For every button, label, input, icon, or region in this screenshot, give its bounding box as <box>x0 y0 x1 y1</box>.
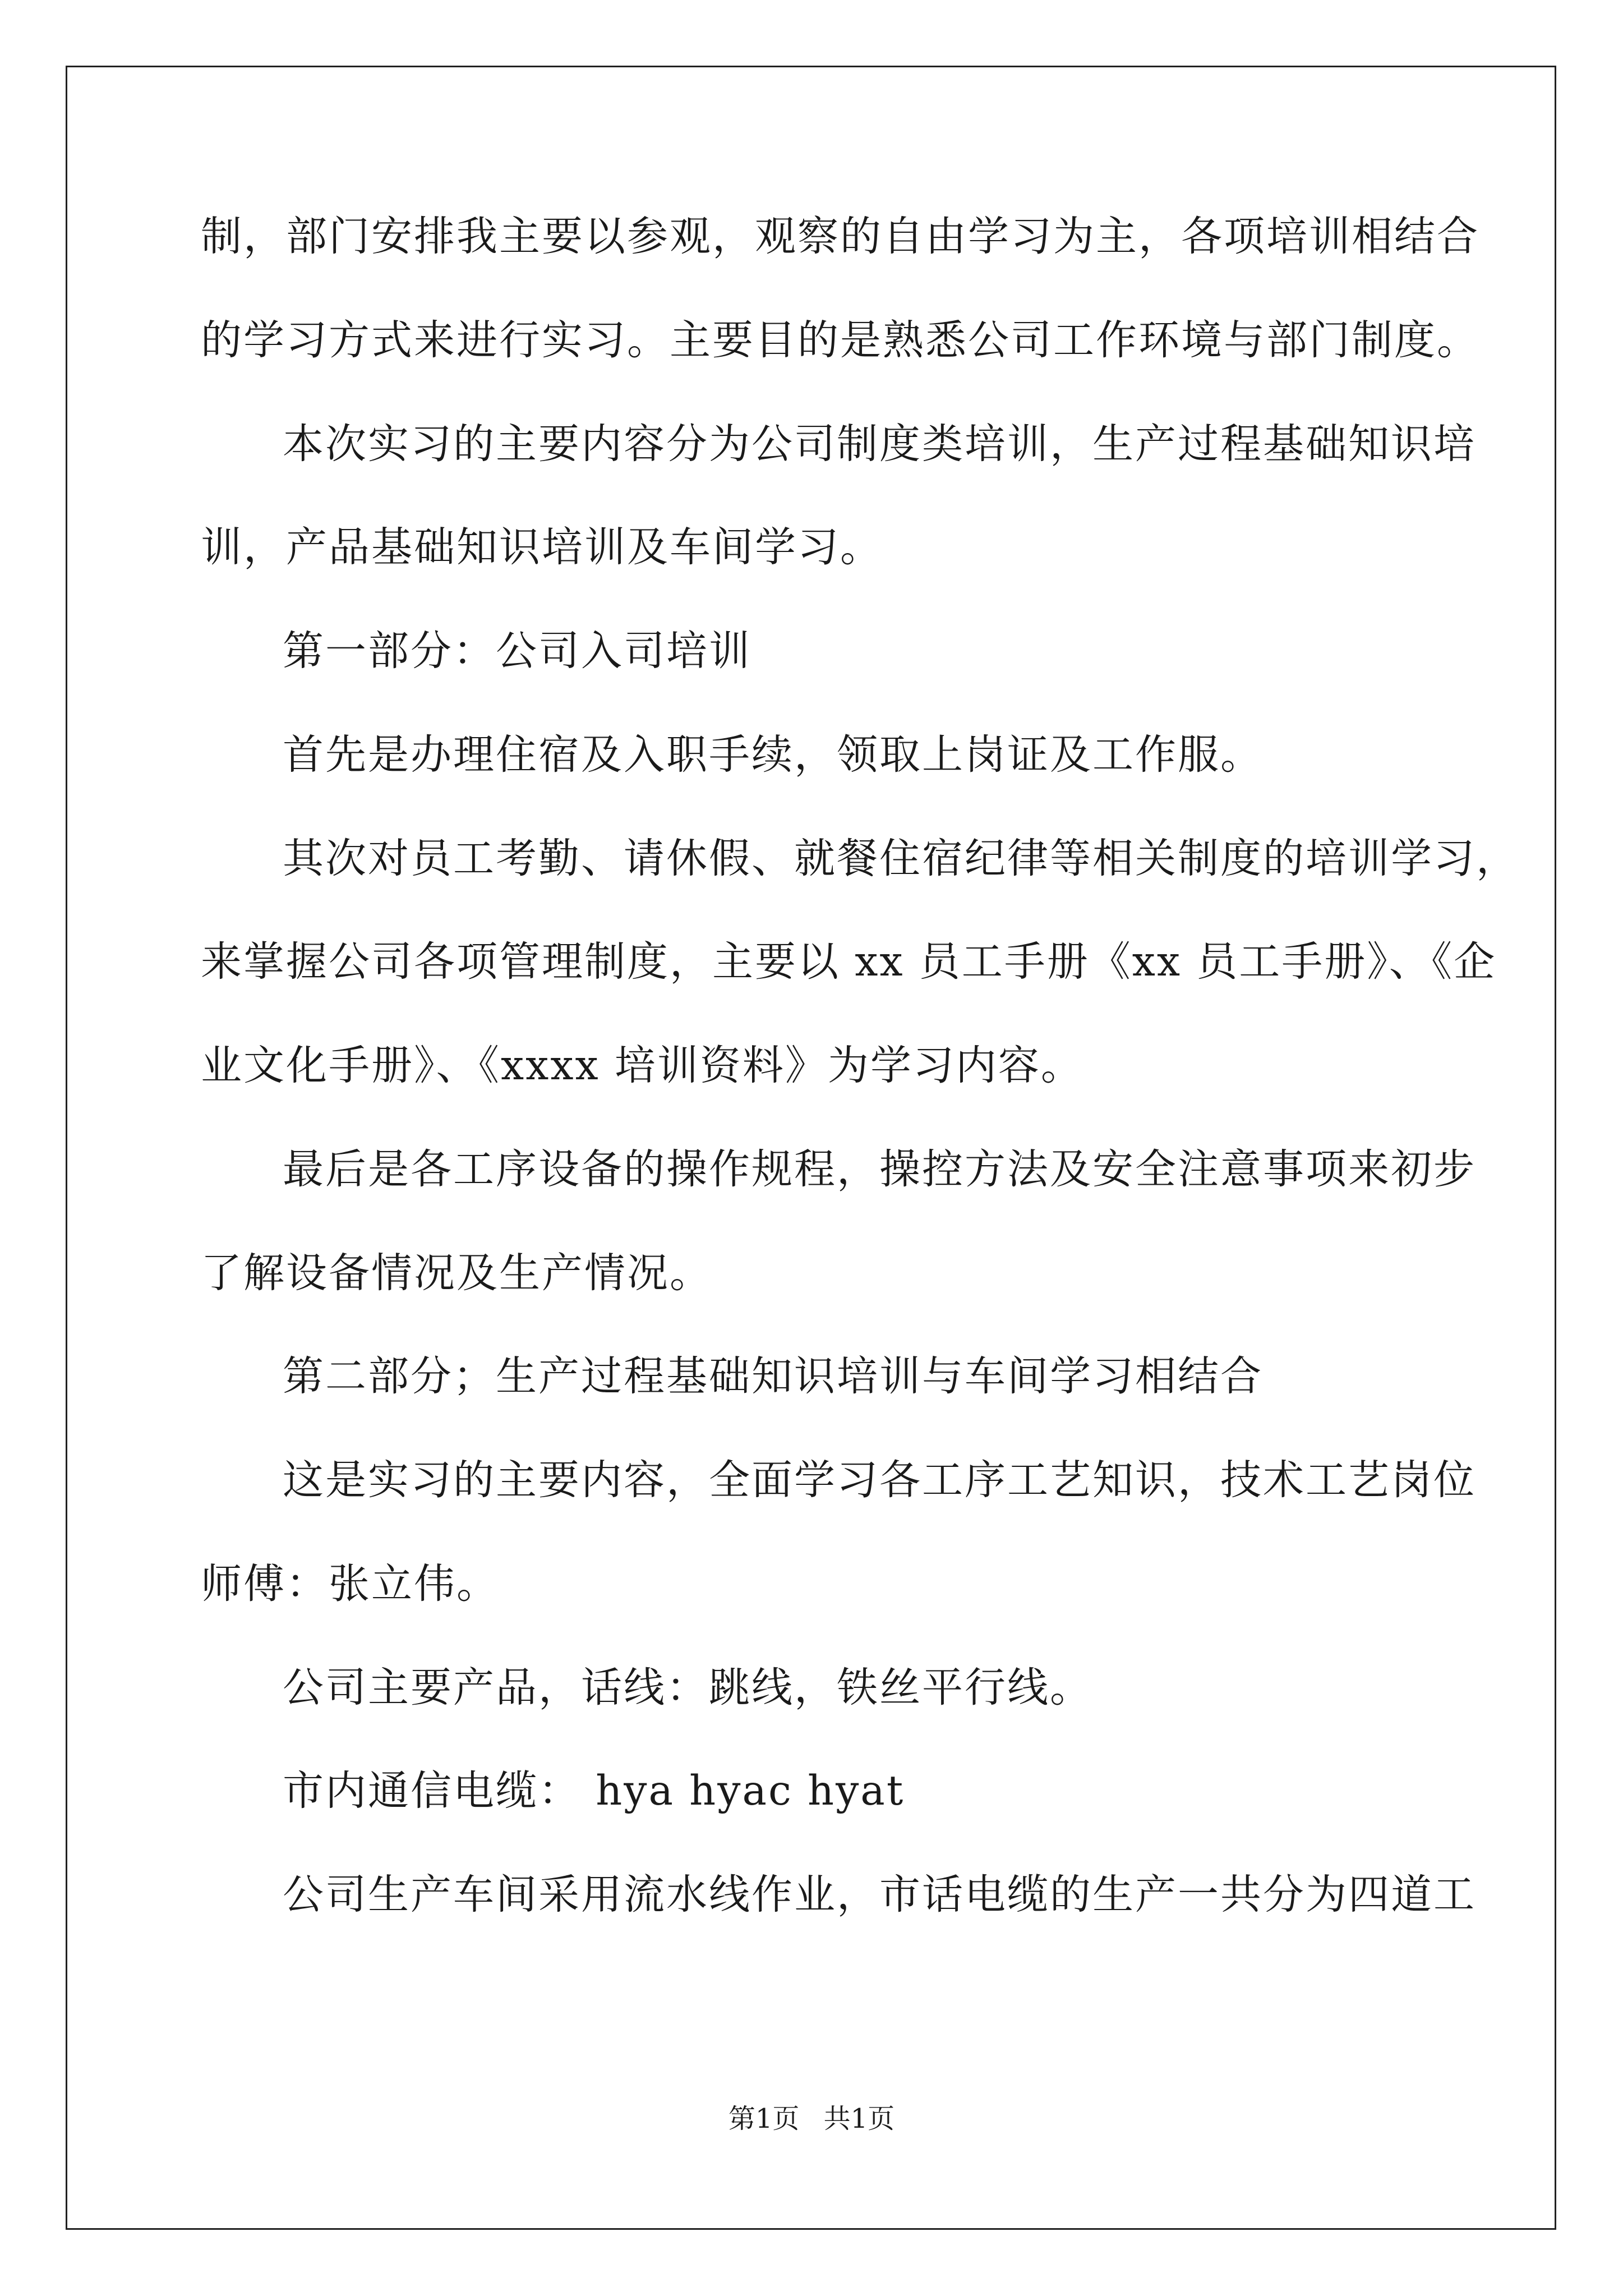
section-heading: 第一部分：公司入司培训 <box>283 627 751 675</box>
paragraph-start: 公司主要产品，话线：跳线，铁丝平行线。 <box>283 1664 1092 1711</box>
text-line: 制，部门安排我主要以参观，观察的自由学习为主，各项培训相结合 <box>201 213 1479 260</box>
text-line: 训，产品基础知识培训及车间学习。 <box>201 523 883 571</box>
page-number: 第1页 <box>728 2103 800 2134</box>
paragraph-start: 本次实习的主要内容分为公司制度类培训，生产过程基础知识培 <box>283 420 1476 468</box>
text-line: 师傅：张立伟。 <box>201 1560 499 1608</box>
page-footer <box>0 2097 1623 2136</box>
paragraph-start: 这是实习的主要内容，全面学习各工序工艺知识，技术工艺岗位 <box>283 1456 1476 1504</box>
section-heading: 第二部分；生产过程基础知识培训与车间学习相结合 <box>283 1352 1263 1400</box>
text-line: 的学习方式来进行实习。主要目的是熟悉公司工作环境与部门制度。 <box>201 316 1479 364</box>
paragraph-start: 最后是各工序设备的操作规程，操控方法及安全注意事项来初步 <box>283 1145 1476 1193</box>
page-total: 共1页 <box>823 2103 895 2134</box>
paragraph-start: 首先是办理住宿及入职手续，领取上岗证及工作服。 <box>283 731 1263 779</box>
paragraph-start: 其次对员工考勤、请休假、就餐住宿纪律等相关制度的培训学习， <box>283 835 1519 882</box>
text-line: 来掌握公司各项管理制度，主要以 xx 员工手册《xx 员工手册》、《企 <box>201 938 1497 986</box>
text-line: 业文化手册》、《xxxx 培训资料》为学习内容。 <box>201 1042 1083 1089</box>
paragraph-start: 公司生产车间采用流水线作业，市话电缆的生产一共分为四道工 <box>283 1871 1476 1918</box>
text-line: 了解设备情况及生产情况。 <box>201 1249 712 1297</box>
paragraph-start: 市内通信电缆： hya hyac hyat <box>283 1767 905 1815</box>
